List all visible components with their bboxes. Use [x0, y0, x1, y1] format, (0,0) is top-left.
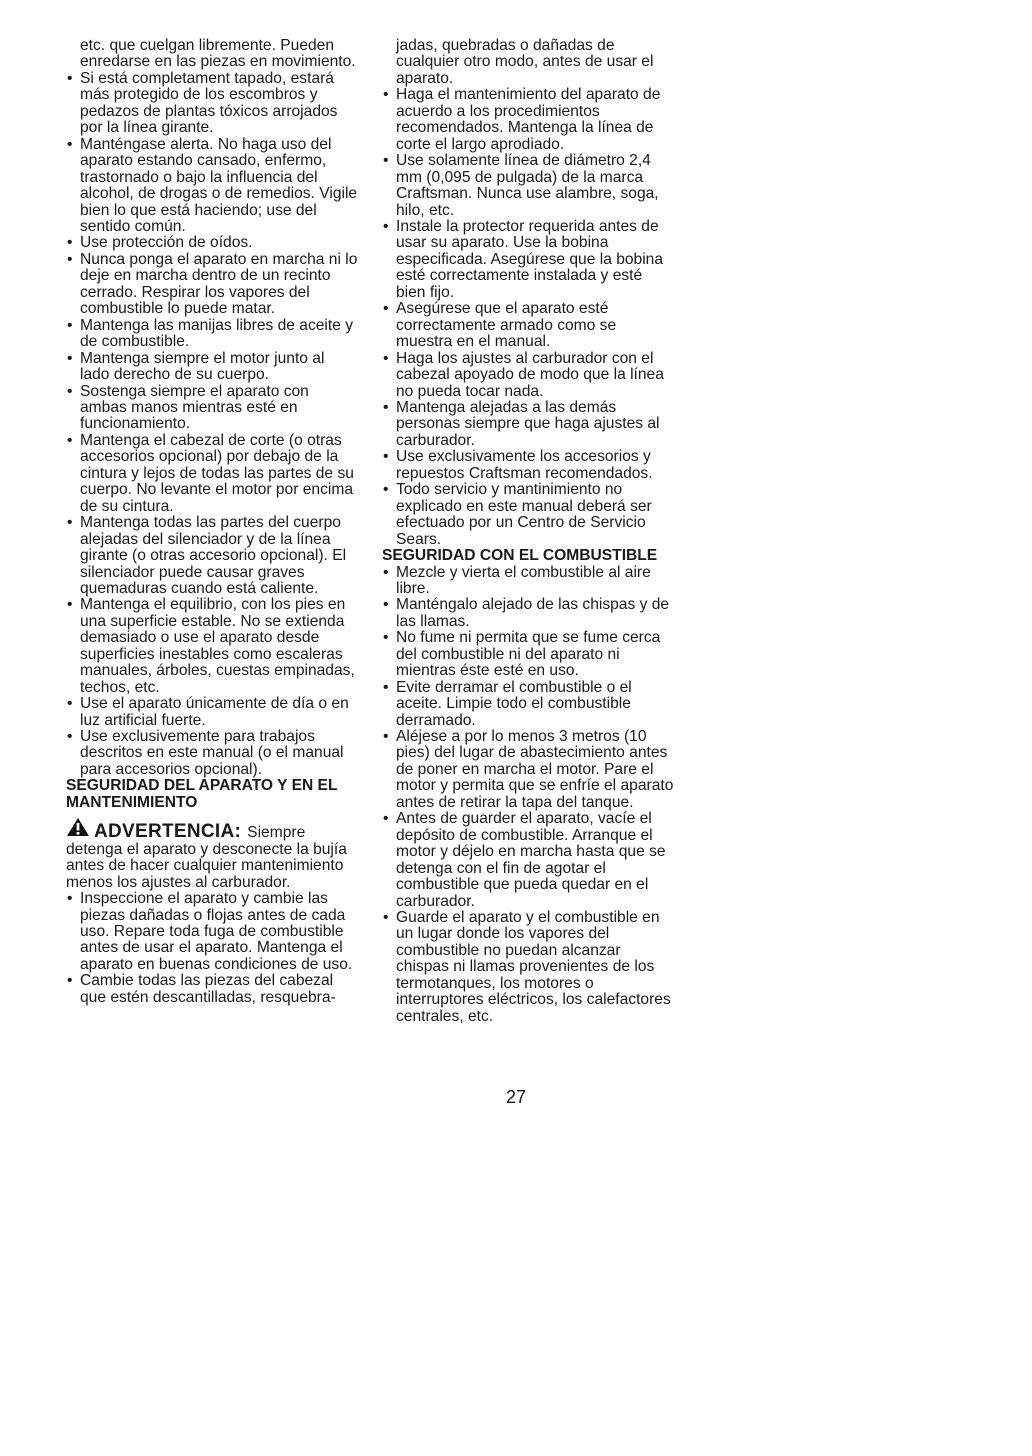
bullet-item: • Guarde el aparato y el combustible en un lugar donde los vapores del combustible no puedan alcanzar chispas ni llamas provenientes de los termotanques, los motores o interruptores eléctricos, los calefactores centrales, etc. [382, 910, 674, 1025]
bullet-item: • Si está completament tapado, estará más protegido de los escombros y pedazos de plantas tóxicos arrojados por la línea girante. [66, 71, 358, 137]
bullet-item: • Manténgase alerta. No haga uso del aparato estando cansado, enfermo, trastornado o bajo la influencia del alcohol, de drogas o de remedios. Vigile bien lo que está haciendo; use del sentido común. [66, 137, 358, 236]
bullet-item: • Mantenga siempre el motor junto al lado derecho de su cuerpo. [66, 351, 358, 384]
bullet-item: • Mantenga las manijas libres de aceite y de combustible. [66, 318, 358, 351]
bullet-item: • Sostenga siempre el aparato con ambas manos mientras esté en funcionamiento. [66, 384, 358, 433]
bullet-item: • Mantenga todas las partes del cuerpo alejadas del silenciador y de la línea girante (o otras accesorio opcional). El silenciador puede causar graves quemaduras cuando está caliente. [66, 515, 358, 597]
bullet-item: • Use protección de oídos. [66, 235, 358, 251]
safety-bullet-list [66, 71, 358, 778]
warning-text: Siempre detenga el aparato y desconecte la bujía antes de hacer cualquier mantenimiento menos los ajustes al carburador. [66, 824, 347, 891]
fuel-bullet-list [382, 565, 674, 1026]
bullet-item: • Nunca ponga el aparato en marcha ni lo deje en marcha dentro de un recinto cerrado. Respirar los vapores del combustible lo puede matar. [66, 252, 358, 318]
bullet-item: • Use solamente línea de diámetro 2,4 mm (0,095 de pulgada) de la marca Craftsman. Nunca use alambre, soga, hilo, etc. [382, 153, 674, 219]
bullet-item: • Evite derramar el combustible o el aceite. Limpie todo el combustible derramado. [382, 680, 674, 729]
bullet-item: • Cambie todas las piezas del cabezal que estén descantilladas, resquebra- [66, 973, 358, 1006]
bullet-item: • Instale la protector requerida antes de usar su aparato. Use la bobina especificada. Asegúrese que la bobina esté correctamente instalada y esté bien fijo. [382, 219, 674, 301]
section-heading-maintenance: SEGURIDAD DEL APARATO Y EN EL MANTENIMIENTO [66, 777, 338, 811]
bullet-item: • Haga los ajustes al carburador con el cabezal apoyado de modo que la línea no pueda tocar nada. [382, 351, 674, 400]
section-heading-fuel: SEGURIDAD CON EL COMBUSTIBLE [382, 547, 658, 565]
bullet-item: • Mantenga el equilibrio, con los pies en una superficie estable. No se extienda demasiado o use el aparato desde superficies inestables como escaleras manuales, árboles, cuestas empinadas, techos, etc. [66, 597, 358, 696]
bullet-item: • Aléjese a por lo menos 3 metros (10 pies) del lugar de abastecimiento antes de poner en marcha el motor. Pare el motor y permita que se enfríe el aparato antes de retirar la tapa del tanque. [382, 729, 674, 811]
maintenance-bullet-list [66, 891, 358, 1006]
bullet-item: • Manténgalo alejado de las chispas y de las llamas. [382, 597, 674, 630]
bullet-item: • Todo servicio y mantinimiento no explicado en este manual deberá ser efectuado por un Centro de Servicio Sears. [382, 482, 674, 548]
warning-block [66, 817, 358, 891]
bullet-item: • Use exclusivamente los accesorios y repuestos Craftsman recomendados. [382, 449, 674, 482]
bullet-item: • Use el aparato únicamente de día o en luz artificial fuerte. [66, 696, 358, 729]
left-column [66, 38, 358, 1006]
bullet-item: • Mantenga alejadas a las demás personas siempre que haga ajustes al carburador. [382, 400, 674, 449]
page-number: 27 [505, 1087, 527, 1107]
bullet-item: • Haga el mantenimiento del aparato de acuerdo a los procedimientos recomendados. Mantenga la línea de corte el largo aprodiado. [382, 87, 674, 153]
bullet-item: • Inspeccione el aparato y cambie las piezas dañadas o flojas antes de cada uso. Repare toda fuga de combustible antes de usar el aparato. Mantenga el aparato en buenas condiciones de uso. [66, 891, 358, 973]
right-column [382, 38, 674, 1025]
bullet-item: • Asegúrese que el aparato esté correctamente armado como se muestra en el manual. [382, 301, 674, 350]
bullet-item: • No fume ni permita que se fume cerca del combustible ni del aparato ni mientras éste esté en uso. [382, 630, 674, 679]
bullet-item: • Antes de guarder el aparato, vacíe el depósito de combustible. Arranque el motor y déjelo en marcha hasta que se detenga con el fin de agotar el combustible que pueda quedar en el carburador. [382, 811, 674, 910]
bullet-item: • Mezcle y vierta el combustible al aire libre. [382, 565, 674, 598]
bullet-item: • Mantenga el cabezal de corte (o otras accesorios opcional) por debajo de la cintura y lejos de todas las partes de su cuerpo. No levante el motor por encima de su cintura. [66, 433, 358, 515]
bullet-item: • Use exclusivemente para trabajos descritos en este manual (o el manual para accesorios opcional). [66, 729, 358, 778]
continuation-text: etc. que cuelgan libremente. Pueden enredarse en las piezas en movimiento. [80, 37, 356, 71]
warning-title: ADVERTENCIA: [94, 821, 242, 843]
warning-triangle-icon [66, 817, 90, 837]
continuation-text: jadas, quebradas o dañadas de cualquier otro modo, antes de usar el aparato. [396, 37, 654, 87]
maintenance-bullet-list-continued [382, 87, 674, 548]
